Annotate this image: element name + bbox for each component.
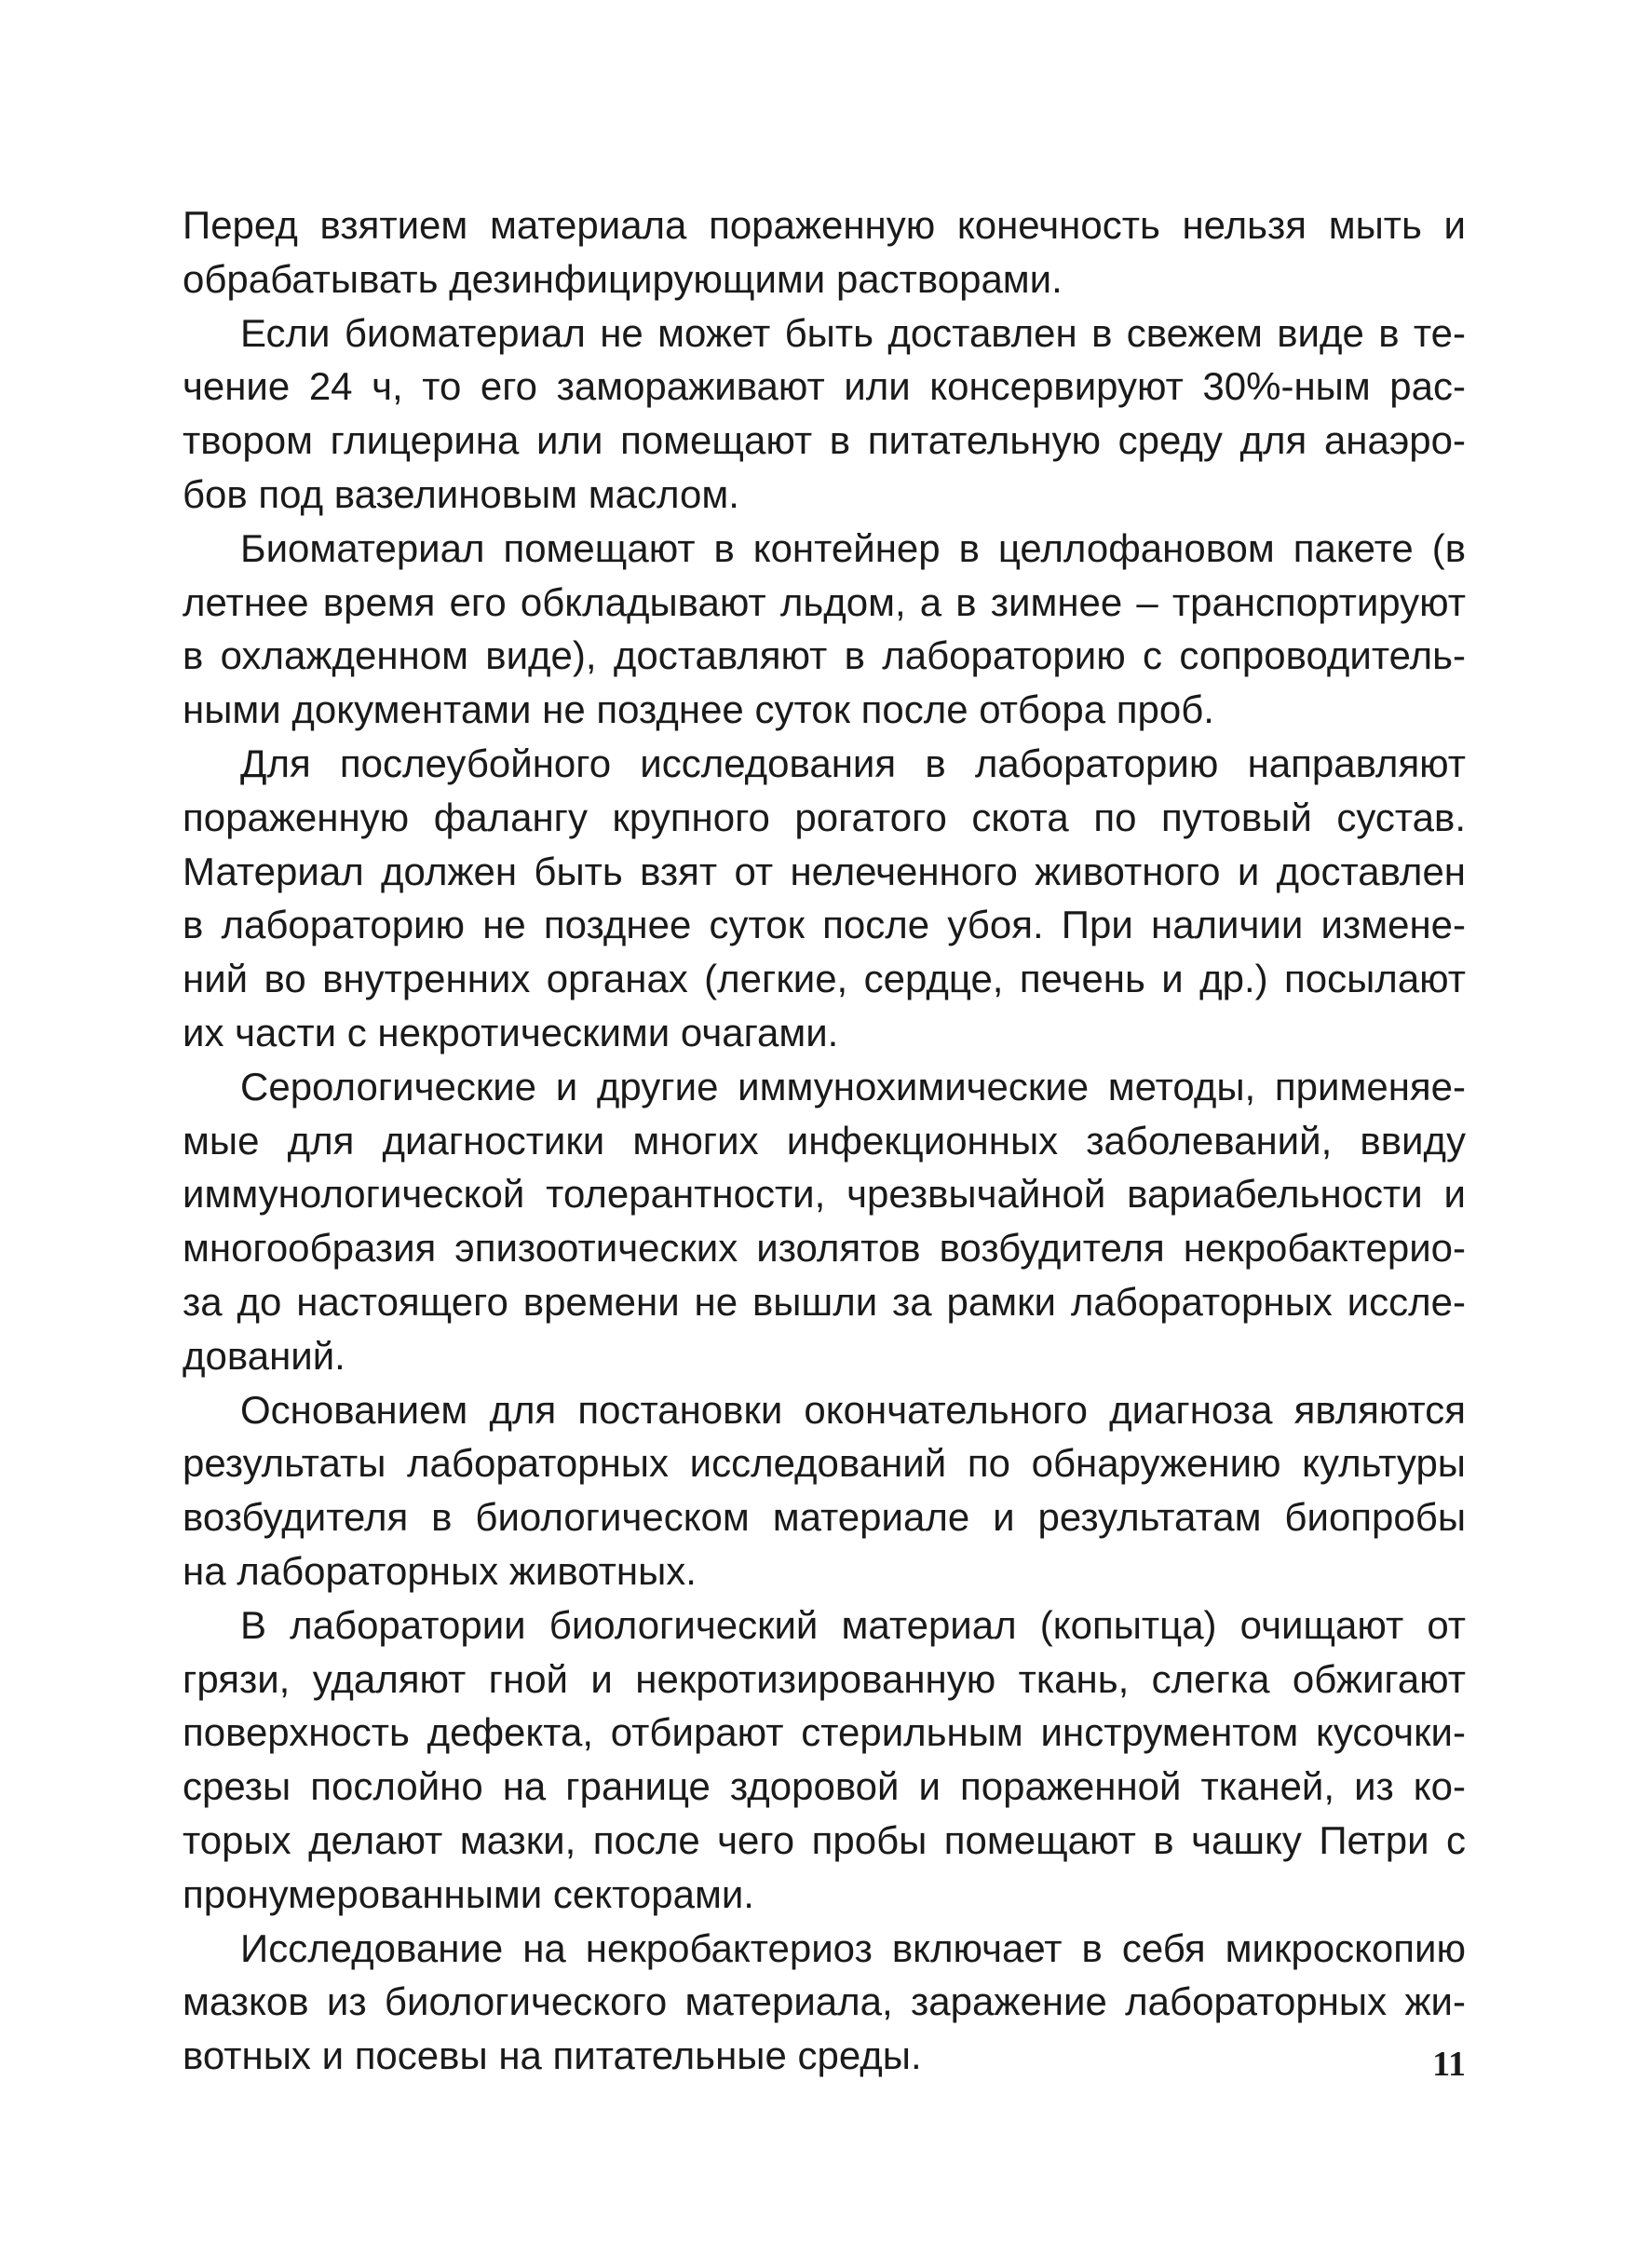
text-line: Исследование на некробактериоз включает в себя микроскопию xyxy=(240,1925,1466,1970)
text-line: пронумерованными секторами. xyxy=(183,1871,754,1916)
text-line: результаты лабораторных исследований по обнаружению культуры xyxy=(183,1441,1466,1486)
text-line: мые для диагностики многих инфекционных заболеваний, ввиду xyxy=(183,1118,1466,1163)
text-line: поверхность дефекта, отбирают стерильным инструментом кусочки- xyxy=(183,1710,1466,1755)
text-line: дований. xyxy=(183,1333,345,1378)
page-number: 11 xyxy=(1432,2045,1466,2084)
text-line: возбудителя в биологическом материале и результатам биопробы xyxy=(183,1495,1466,1540)
text-line: на лабораторных животных. xyxy=(183,1548,697,1593)
text-line: В лаборатории биологический материал (копытца) очищают от xyxy=(240,1602,1466,1647)
text-line: многообразия эпизоотических изолятов возбудителя некробактерио- xyxy=(183,1226,1466,1271)
paragraph-3 xyxy=(183,522,1466,737)
text-line: срезы послойно на границе здоровой и пораженной тканей, из ко- xyxy=(183,1764,1466,1809)
text-line: летнее время его обкладывают льдом, а в зимнее – транспортируют xyxy=(183,579,1466,624)
text-line: Серологические и другие иммунохимические методы, применяе- xyxy=(240,1064,1466,1108)
paragraph-5 xyxy=(183,1060,1466,1383)
text-line: Перед взятием материала пораженную конечность нельзя мыть и xyxy=(183,203,1466,247)
text-line: за до настоящего времени не вышли за рамки лабораторных иссле- xyxy=(183,1279,1466,1324)
text-line: бов под вазелиновым маслом. xyxy=(183,471,739,516)
text-line: Основанием для постановки окончательного диагноза являются xyxy=(240,1387,1466,1432)
paragraph-1 xyxy=(183,198,1466,306)
paragraph-2 xyxy=(183,306,1466,522)
text-line: грязи, удаляют гной и некротизированную ткань, слегка обжигают xyxy=(183,1656,1466,1701)
text-line: ний во внутренних органах (легкие, сердце, печень и др.) посылают xyxy=(183,957,1466,1001)
text-line: обрабатывать дезинфицирующими растворами. xyxy=(183,256,1063,301)
text-line: мазков из биологического материала, заражение лабораторных жи- xyxy=(183,1979,1466,2024)
text-line: их части с некротическими очагами. xyxy=(183,1010,839,1054)
text-line: в охлажденном виде), доставляют в лабораторию с сопроводитель- xyxy=(183,633,1466,678)
text-line: вотных и посевы на питательные среды. xyxy=(183,2033,922,2078)
paragraph-8 xyxy=(183,1922,1466,2083)
text-line: торых делают мазки, после чего пробы помещают в чашку Петри с xyxy=(183,1817,1466,1862)
paragraph-4 xyxy=(183,737,1466,1060)
text-line: Биоматериал помещают в контейнер в целлофановом пакете (в xyxy=(240,525,1466,570)
text-line: пораженную фалангу крупного рогатого скота по путовый сустав. xyxy=(183,795,1466,839)
text-line: в лабораторию не позднее суток после убоя. При наличии измене- xyxy=(183,903,1466,947)
text-line: иммунологической толерантности, чрезвычайной вариабельности и xyxy=(183,1172,1466,1217)
text-line: чение 24 ч, то его замораживают или консервируют 30%-ным рас- xyxy=(183,364,1466,409)
text-line: Если биоматериал не может быть доставлен в свежем виде в те- xyxy=(240,310,1466,355)
paragraph-7 xyxy=(183,1598,1466,1922)
text-line: ными документами не позднее суток после отбора проб. xyxy=(183,687,1214,732)
text-line: твором глицерина или помещают в питательную среду для анаэро- xyxy=(183,418,1466,463)
paragraph-6 xyxy=(183,1383,1466,1598)
body-text xyxy=(183,198,1466,2083)
text-line: Материал должен быть взят от нелеченного животного и доставлен xyxy=(183,849,1466,893)
text-line: Для послеубойного исследования в лабораторию направляют xyxy=(240,741,1466,785)
